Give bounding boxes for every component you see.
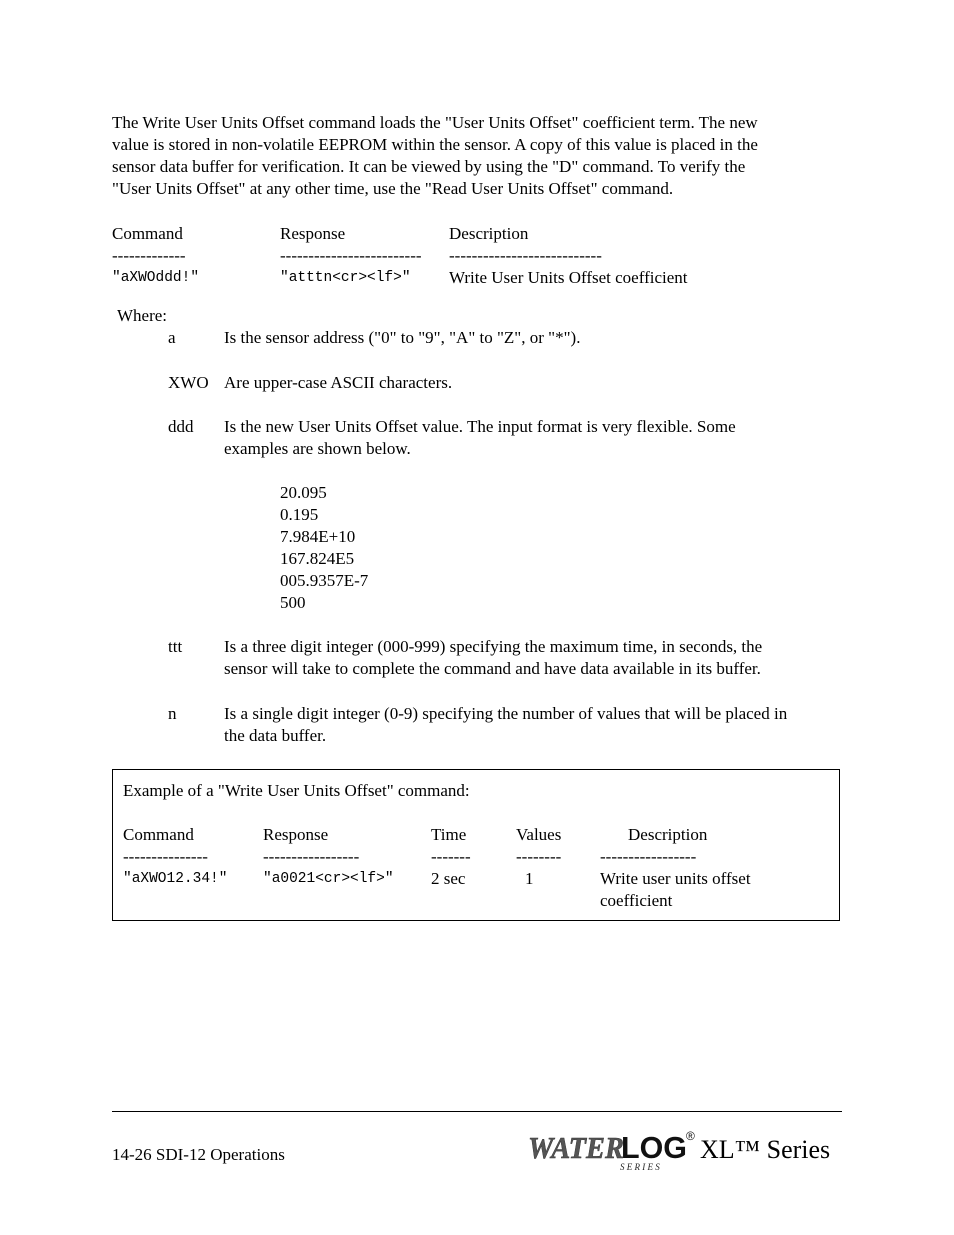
term-ddd: ddd xyxy=(168,417,194,436)
term-n: n xyxy=(168,704,177,723)
term-xwo-definition: Are upper-case ASCII characters. xyxy=(224,373,453,392)
logo-water-text: WATER xyxy=(528,1130,624,1165)
example-header-time: Time xyxy=(431,825,467,844)
logo-registered-mark: ® xyxy=(686,1129,695,1143)
logo-series-text: S E R I E S xyxy=(620,1162,660,1172)
waterlog-logo-graphic xyxy=(528,1126,698,1172)
example-command: "aXWO12.34!" xyxy=(123,871,228,887)
example-divider: ----------------- xyxy=(600,847,697,866)
example-value: 20.095 xyxy=(280,483,327,502)
response-syntax: "atttn<cr><lf>" xyxy=(280,270,411,286)
example-header-description: Description xyxy=(628,825,708,844)
term-ttt-definition: sensor will take to complete the command and have data available in its buffer. xyxy=(224,659,761,678)
waterlog-logo xyxy=(528,1126,698,1172)
header-divider: --------------------------- xyxy=(449,246,602,265)
intro-line: value is stored in non-volatile EEPROM within the sensor. A copy of this value is placed in the xyxy=(112,135,758,154)
header-response: Response xyxy=(280,224,346,243)
example-divider: ------- xyxy=(431,847,471,866)
command-syntax: "aXWOddd!" xyxy=(112,270,200,286)
footer-page-label: 14-26 SDI-12 Operations xyxy=(112,1145,285,1164)
footer-rule xyxy=(112,1111,842,1112)
term-n-definition: the data buffer. xyxy=(224,726,327,745)
intro-line: sensor data buffer for verification. It can be viewed by using the "D" command. To verify the xyxy=(112,157,746,176)
example-title: Example of a "Write User Units Offset" command: xyxy=(123,781,470,800)
example-value: 7.984E+10 xyxy=(280,527,356,546)
header-divider: ------------- xyxy=(112,246,186,265)
term-ddd-definition: Is the new User Units Offset value. The input format is very flexible. Some xyxy=(224,417,736,436)
example-header-values: Values xyxy=(516,825,562,844)
example-description: coefficient xyxy=(600,891,673,910)
term-xwo: XWO xyxy=(168,373,209,392)
example-divider: ----------------- xyxy=(263,847,360,866)
header-command: Command xyxy=(112,224,183,243)
header-description: Description xyxy=(449,224,529,243)
example-description: Write user units offset xyxy=(600,869,751,888)
logo-log-text: LOG xyxy=(621,1130,687,1165)
intro-line: The Write User Units Offset command loads the "User Units Offset" coefficient term. The new xyxy=(112,113,758,132)
header-divider: ------------------------- xyxy=(280,246,422,265)
example-response: "a0021<cr><lf>" xyxy=(263,871,394,887)
example-divider: -------- xyxy=(516,847,562,866)
term-ddd-definition: examples are shown below. xyxy=(224,439,411,458)
example-divider: --------------- xyxy=(123,847,208,866)
term-n-definition: Is a single digit integer (0-9) specifying the number of values that will be placed in xyxy=(224,704,788,723)
intro-paragraph xyxy=(112,112,847,200)
example-header-command: Command xyxy=(123,825,194,844)
example-value: 0.195 xyxy=(280,505,319,524)
term-a-definition: Is the sensor address ("0" to "9", "A" to "Z", or "*"). xyxy=(224,328,581,347)
example-values: 1 xyxy=(525,869,534,888)
footer-series-name: XL™ Series xyxy=(700,1135,831,1164)
example-value: 500 xyxy=(280,593,306,612)
command-description: Write User Units Offset coefficient xyxy=(449,268,688,287)
where-label: Where: xyxy=(117,306,168,325)
example-time: 2 sec xyxy=(431,869,466,888)
example-value: 005.9357E-7 xyxy=(280,571,369,590)
example-value: 167.824E5 xyxy=(280,549,355,568)
term-ttt: ttt xyxy=(168,637,183,656)
term-a: a xyxy=(168,328,176,347)
term-ttt-definition: Is a three digit integer (000-999) specifying the maximum time, in seconds, the xyxy=(224,637,763,656)
example-header-response: Response xyxy=(263,825,329,844)
intro-line: "User Units Offset" at any other time, use the "Read User Units Offset" command. xyxy=(112,179,674,198)
